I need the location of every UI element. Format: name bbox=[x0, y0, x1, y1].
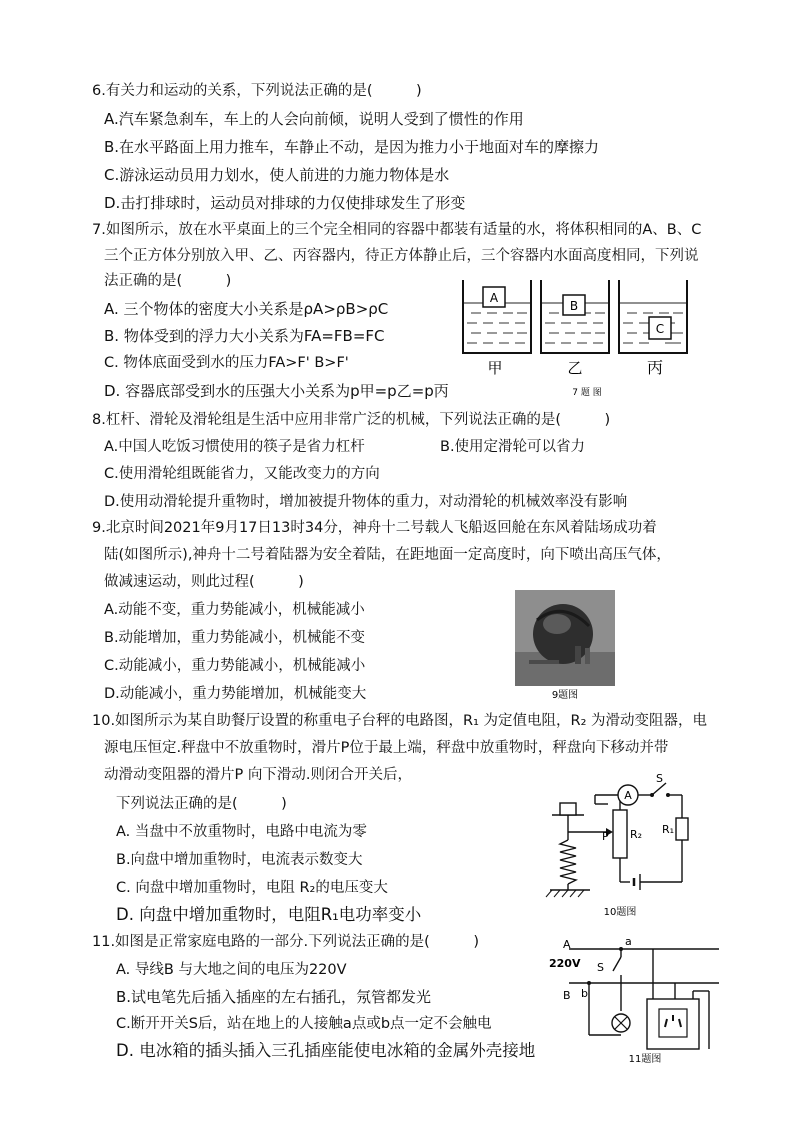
switch-s-label: S bbox=[597, 961, 604, 974]
q8-option-c: C.使用滑轮组既能省力，又能改变力的方向 bbox=[104, 466, 380, 482]
point-a-label: a bbox=[625, 935, 632, 948]
q10-stem-line-3: 动滑动变阻器的滑片P 向下滑动.则闭合开关后， bbox=[104, 767, 412, 783]
q10-stem-line-4: 下列说法正确的是( ) bbox=[116, 796, 287, 812]
block-b-label: B bbox=[569, 299, 579, 313]
ammeter-label: A bbox=[624, 789, 632, 802]
q10-option-c: C. 向盘中增加重物时，电阻 R₂的电压变大 bbox=[116, 880, 388, 896]
q9-option-c: C.动能减小，重力势能减小，机械能减小 bbox=[104, 658, 366, 674]
q9-option-b: B.动能增加，重力势能减小，机械能不变 bbox=[104, 630, 366, 646]
q6-option-a: A.汽车紧急刹车，车上的人会向前倾，说明人受到了惯性的作用 bbox=[104, 110, 524, 128]
q7-option-d: D. 容器底部受到水的压强大小关系为p甲=p乙=p丙 bbox=[104, 382, 449, 400]
point-b-label: b bbox=[581, 987, 588, 1000]
q6-option-b: B.在水平路面上用力推车，车静止不动，是因为推力小于地面对车的摩擦力 bbox=[104, 138, 600, 156]
q10-option-a: A. 当盘中不放重物时，电路中电流为零 bbox=[116, 824, 367, 840]
q7-option-a: A. 三个物体的密度大小关系是ρA>ρB>ρC bbox=[104, 300, 389, 318]
q10-circuit-diagram bbox=[540, 770, 700, 920]
q11-option-a: A. 导线B 与大地之间的电压为220V bbox=[116, 962, 347, 978]
q8-stem: 8.杠杆、滑轮及滑轮组是生活中应用非常广泛的机械，下列说法正确的是( ) bbox=[92, 412, 611, 428]
line-b-label: B bbox=[563, 989, 571, 1002]
q7-option-b: B. 物体受到的浮力大小关系为FA=FB=FC bbox=[104, 327, 385, 345]
q10-option-b: B.向盘中增加重物时，电流表示数变大 bbox=[116, 852, 363, 868]
q7-option-c: C. 物体底面受到水的压力FA>F' B>F' bbox=[104, 355, 349, 371]
q6-option-c: C.游泳运动员用力划水，使人前进的力施力物体是水 bbox=[104, 166, 450, 184]
q7-caption: 7 题 图 bbox=[572, 388, 602, 398]
container-label-yi: 乙 bbox=[567, 359, 583, 377]
block-a-label: A bbox=[489, 291, 499, 305]
q9-stem-line-2: 陆(如图所示),神舟十二号着陆器为安全着陆，在距地面一定高度时，向下喷出高压气体， bbox=[104, 547, 671, 563]
voltage-label: 220V bbox=[549, 957, 581, 970]
q7-stem-line-1: 7.如图所示，放在水平桌面上的三个完全相同的容器中都装有适量的水，将体积相同的A、B、C bbox=[92, 222, 702, 238]
q10-caption: 10题图 bbox=[603, 907, 637, 918]
q7-stem-line-3: 法正确的是( ) bbox=[104, 273, 232, 289]
q9-option-d: D.动能减小，重力势能增加，机械能变大 bbox=[104, 686, 367, 702]
q9-photo-return-capsule bbox=[515, 590, 615, 702]
container-label-bing: 丙 bbox=[646, 358, 664, 377]
q11-option-d: D. 电冰箱的插头插入三孔插座能使电冰箱的金属外壳接地 bbox=[116, 1041, 536, 1060]
switch-s-label: S bbox=[656, 772, 663, 785]
q8-option-d: D.使用动滑轮提升重物时，增加被提升物体的重力，对动滑轮的机械效率没有影响 bbox=[104, 494, 628, 510]
q9-caption: 9题图 bbox=[551, 690, 579, 701]
q7-figure bbox=[455, 275, 695, 400]
q10-stem-line-1: 10.如图所示为某自助餐厅设置的称重电子台秤的电路图，R₁ 为定值电阻，R₂ 为滑动变阻器，电 bbox=[92, 713, 708, 729]
q11-option-c: C.断开开关S后，站在地上的人接触a点或b点一定不会触电 bbox=[116, 1016, 492, 1032]
q11-household-circuit bbox=[545, 935, 725, 1065]
block-c-label: C bbox=[655, 322, 665, 336]
container-label-jia: 甲 bbox=[487, 359, 503, 377]
container-bing bbox=[619, 280, 687, 353]
q6-option-d: D.击打排球时，运动员对排球的力仅使排球发生了形变 bbox=[104, 194, 466, 212]
q11-caption: 11题图 bbox=[628, 1054, 662, 1065]
q7-stem-line-2: 三个正方体分别放入甲、乙、丙容器内，待正方体静止后，三个容器内水面高度相同，下列说 bbox=[104, 248, 699, 264]
r2-label: R₂ bbox=[630, 828, 643, 841]
slider-p-label: P bbox=[602, 830, 609, 843]
q9-stem-line-3: 做减速运动，则此过程( ) bbox=[104, 574, 304, 590]
q11-stem: 11.如图是正常家庭电路的一部分.下列说法正确的是( ) bbox=[92, 934, 479, 950]
q11-option-b: B.试电笔先后插入插座的左右插孔，氖管都发光 bbox=[116, 988, 432, 1006]
q8-option-a: A.中国人吃饭习惯使用的筷子是省力杠杆 bbox=[104, 439, 365, 455]
q9-stem-line-1: 9.北京时间2021年9月17日13时34分，神舟十二号载人飞船返回舱在东风着陆场成功着 bbox=[92, 520, 657, 536]
q10-option-d: D. 向盘中增加重物时，电阻R₁电功率变小 bbox=[116, 905, 422, 924]
q9-option-a: A.动能不变，重力势能减小，机械能减小 bbox=[104, 602, 365, 618]
container-yi bbox=[541, 280, 609, 353]
line-a-label: A bbox=[563, 938, 571, 951]
r1-label: R₁ bbox=[662, 823, 675, 836]
q10-stem-line-2: 源电压恒定.秤盘中不放重物时，滑片P位于最上端，秤盘中放重物时，秤盘向下移动并带 bbox=[104, 740, 669, 756]
q6-stem: 6.有关力和运动的关系，下列说法正确的是( ) bbox=[92, 83, 422, 99]
q8-option-b: B.使用定滑轮可以省力 bbox=[440, 439, 586, 455]
